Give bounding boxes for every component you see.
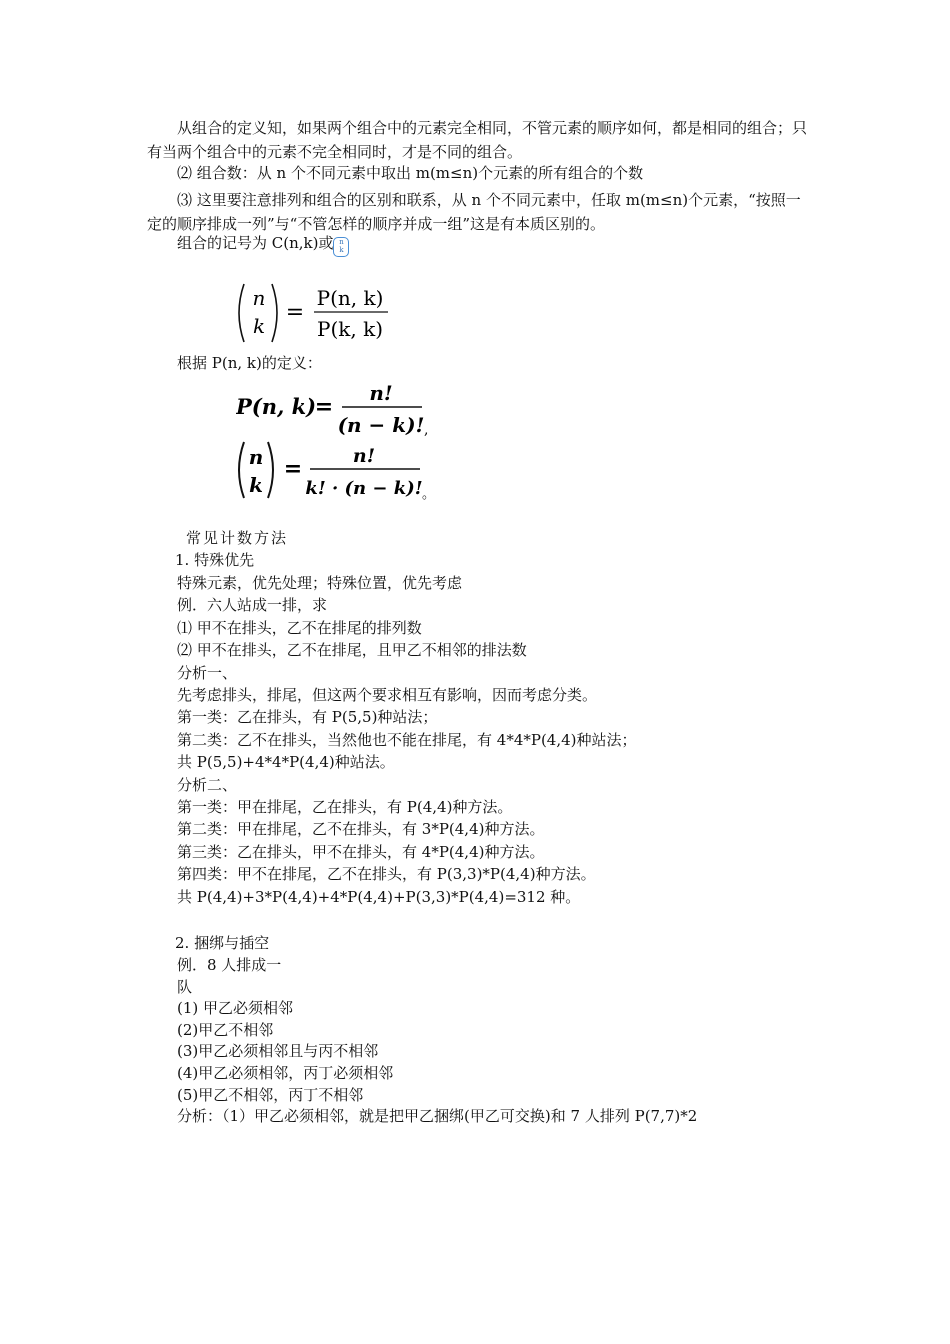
section2-line: 例．8 人排成一	[177, 956, 282, 974]
notation-text: 组合的记号为 C(n,k)或	[177, 234, 334, 252]
section1-line: 第二类：甲在排尾，乙不在排头，有 3*P(4,4)种方法。	[177, 820, 545, 839]
formula1-numerator: P(n, k)	[316, 286, 384, 310]
svg-text:=: =	[314, 394, 334, 420]
formula1-bottom: k	[252, 314, 266, 338]
section-heading: 常见计数方法	[186, 529, 289, 547]
section1-line: 共 P(4,4)+3*P(4,4)+4*P(4,4)+P(3,3)*P(4,4)=312 种。	[177, 887, 581, 906]
svg-text:=: =	[283, 456, 303, 482]
section2-line: 分析：（1）甲乙必须相邻，就是把甲乙捆绑(甲乙可交换)和 7 人排列 P(7,7)*2	[177, 1107, 698, 1126]
section1-line: 分析二、	[177, 775, 238, 794]
section1-line: 例．六人站成一排，求	[177, 596, 328, 615]
binomial-symbol-icon: n k	[333, 237, 349, 257]
subheading-special-priority: 1. 特殊优先	[175, 551, 255, 569]
formula3-bottom: k	[249, 473, 263, 497]
definition-intro: 根据 P(n, k)的定义：	[177, 354, 322, 372]
section1-line: 第二类：乙不在排头，当然他也不能在排尾，有 4*4*P(4,4)种站法；	[177, 730, 637, 749]
section2-line: (5)甲乙不相邻，丙丁不相邻	[177, 1085, 364, 1104]
svg-text:=: =	[285, 300, 305, 325]
combination-factorial-formula	[232, 438, 442, 502]
item-2: ⑵ 组合数：从 n 个不同元素中取出 m(m≤n)个元素的所有组合的个数	[177, 164, 644, 182]
formula3-top: n	[248, 445, 264, 469]
section1-line: 先考虑排头，排尾，但这两个要求相互有影响，因而考虑分类。	[177, 686, 598, 704]
section2-line: (2)甲乙不相邻	[177, 1020, 274, 1039]
formula2-denominator: (n − k)!	[337, 413, 425, 437]
notation-line	[177, 232, 349, 257]
section2-line: (1) 甲乙必须相邻	[177, 999, 294, 1018]
section1-line: 第四类：甲不在排尾，乙不在排头，有 P(3,3)*P(4,4)种方法。	[177, 865, 596, 884]
permutation-formula	[236, 380, 446, 438]
subheading-bundle-insert: 2. 捆绑与插空	[175, 934, 270, 952]
intro-paragraph: 从组合的定义知，如果两个组合中的元素完全相同，不管元素的顺序如何，都是相同的组合；只有当两个组合中的元素不完全相同时，才是不同的组合。	[147, 119, 808, 161]
section2-line: (4)甲乙必须相邻，丙丁必须相邻	[177, 1064, 394, 1082]
formula2-lhs: P(n, k)	[236, 394, 317, 419]
section1-line: 分析一、	[177, 663, 238, 682]
formula3-tail: 。	[422, 487, 436, 502]
formula1-top: n	[252, 286, 266, 310]
section2-line: (3)甲乙必须相邻且与丙不相邻	[177, 1042, 379, 1061]
formula3-numerator: n!	[352, 445, 376, 467]
section1-line: ⑴ 甲不在排头，乙不在排尾的排列数	[177, 618, 422, 637]
section1-line: 第一类：乙在排头，有 P(5,5)种站法；	[177, 708, 438, 727]
section1-line: 第一类：甲在排尾，乙在排头，有 P(4,4)种方法。	[177, 798, 513, 816]
section1-line: 第三类：乙在排头，甲不在排头，有 4*P(4,4)种方法。	[177, 842, 545, 861]
section1-line: 特殊元素，优先处理；特殊位置，优先考虑	[177, 574, 463, 592]
combination-formula	[232, 278, 402, 348]
formula1-denominator: P(k, k)	[316, 317, 384, 341]
section1-line: ⑵ 甲不在排头，乙不在排尾，且甲乙不相邻的排法数	[177, 641, 527, 660]
section2-line: 队	[177, 977, 193, 996]
item-3: ⑶ 这里要注意排列和组合的区别和联系，从 n 个不同元素中，任取 m(m≤n)个元素，“按照一定的顺序排成一列”与“不管怎样的顺序并成一组”这是有本质区别的。	[147, 191, 801, 233]
section1-line: 共 P(5,5)+4*4*P(4,4)种站法。	[177, 753, 395, 772]
formula3-denominator: k! · (n − k)!	[305, 478, 423, 499]
formula2-numerator: n!	[369, 381, 393, 405]
formula2-tail: ,	[424, 422, 429, 438]
